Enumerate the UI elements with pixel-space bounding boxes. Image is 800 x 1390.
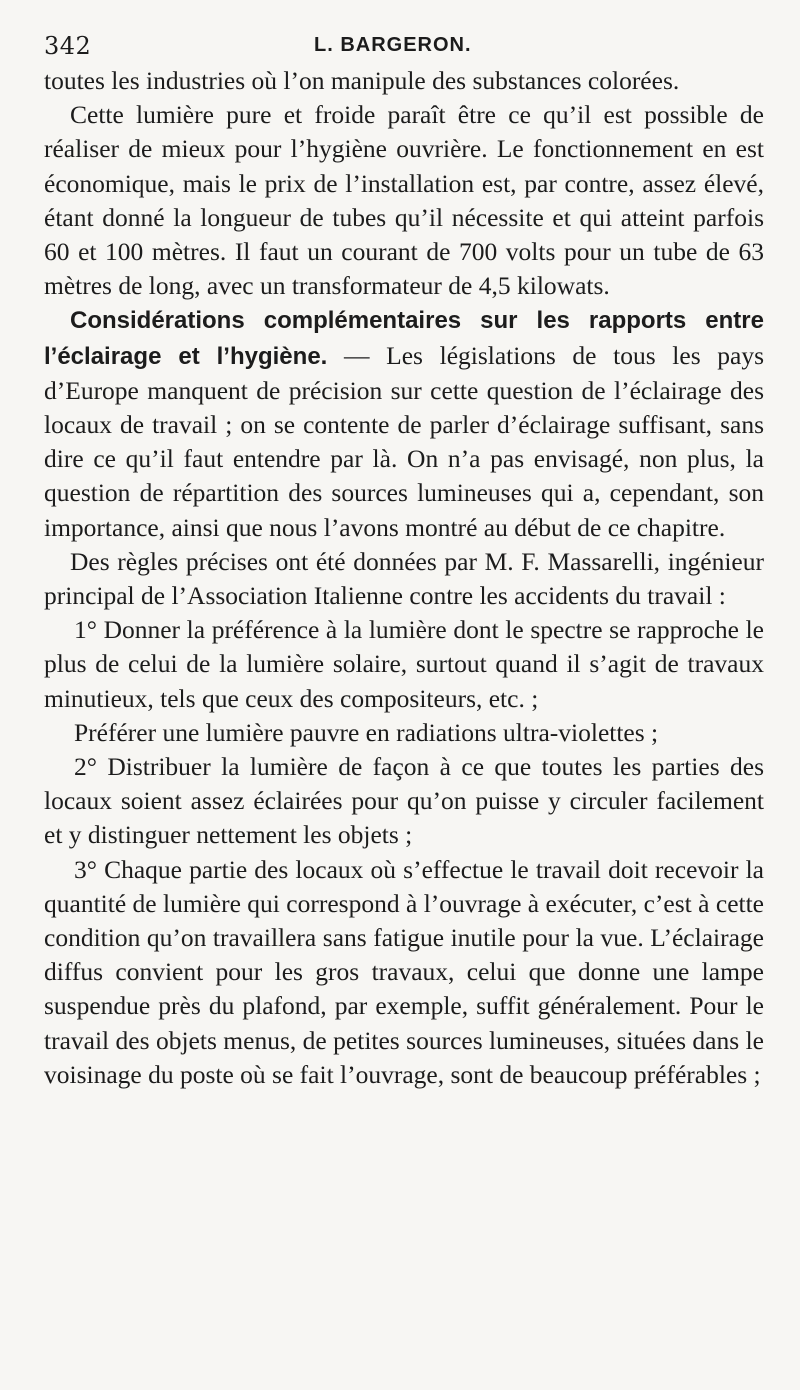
paragraph-lumiere: Cette lumière pure et froide paraît être ce qu’il est possible de réaliser de mieux pour l’hygiène ouvrière. Le fonctionnement en est économique, mais le prix de l’installation est, par contre, assez élevé, étant donné la longueur de tubes qu’il nécessite et qui atteint parfois 60 et 100 mètres. Il faut un courant de 700 volts pour un tube de 63 mètres de long, avec un transformateur de 4,5 kilowats. xyxy=(44,100,764,301)
page-number: 342 xyxy=(44,32,92,60)
paragraph-considerations xyxy=(44,303,764,544)
paragraph-continuation: toutes les industries où l’on manipule des substances colorées. xyxy=(44,66,680,95)
running-head: L. BARGERON. xyxy=(314,34,472,56)
section-title: Considérations complémentaires sur les rapports entre l’éclairage et l’hygiène. xyxy=(44,307,764,370)
book-page xyxy=(44,24,764,1374)
section-text: — Les législations de tous les pays d’Europe manquent de précision sur cette question de l’éclairage des locaux de travail ; on se contente de parler d’éclairage suffisant, sans dire ce qu’il faut entendre par là. On n’a pas envisagé, non plus, la question de répartition des sources lumineuses qui a, cependant, son importance, ainsi que nous l’avons montré au début de ce chapitre. xyxy=(44,340,765,542)
page-header xyxy=(44,24,764,64)
list-item-1: 1° Donner la préférence à la lumière dont le spectre se rapproche le plus de celui de la lumière solaire, surtout quand il s’agit de travaux minutieux, tels que ceux des compositeurs, etc. ; xyxy=(44,615,764,713)
list-item-3: 3° Chaque partie des locaux où s’effectue le travail doit recevoir la quantité de lumière qui correspond à l’ouvrage à exécuter, c’est à cette condition qu’on travaillera sans fatigue inutile pour la vue. L’éclairage diffus convient pour les gros travaux, celui que donne une lampe suspendue près du plafond, par exemple, suffit généralement. Pour le travail des objets menus, de petites sources lumineuses, situées dans le voisinage du poste où se fait l’ouvrage, sont de beaucoup préférables ; xyxy=(44,854,764,1089)
list-item-ultraviolet: Préférer une lumière pauvre en radiations ultra-violettes ; xyxy=(74,717,659,747)
body-text xyxy=(44,64,764,1092)
paragraph-regles: Des règles précises ont été données par M. F. Massarelli, ingénieur principal de l’Association Italienne contre les accidents du travail : xyxy=(44,546,764,611)
list-item-2: 2° Distribuer la lumière de façon à ce que toutes les parties des locaux soient assez éclairées pour qu’on puisse y circuler facilement et y distinguer nettement les objets ; xyxy=(44,752,764,850)
